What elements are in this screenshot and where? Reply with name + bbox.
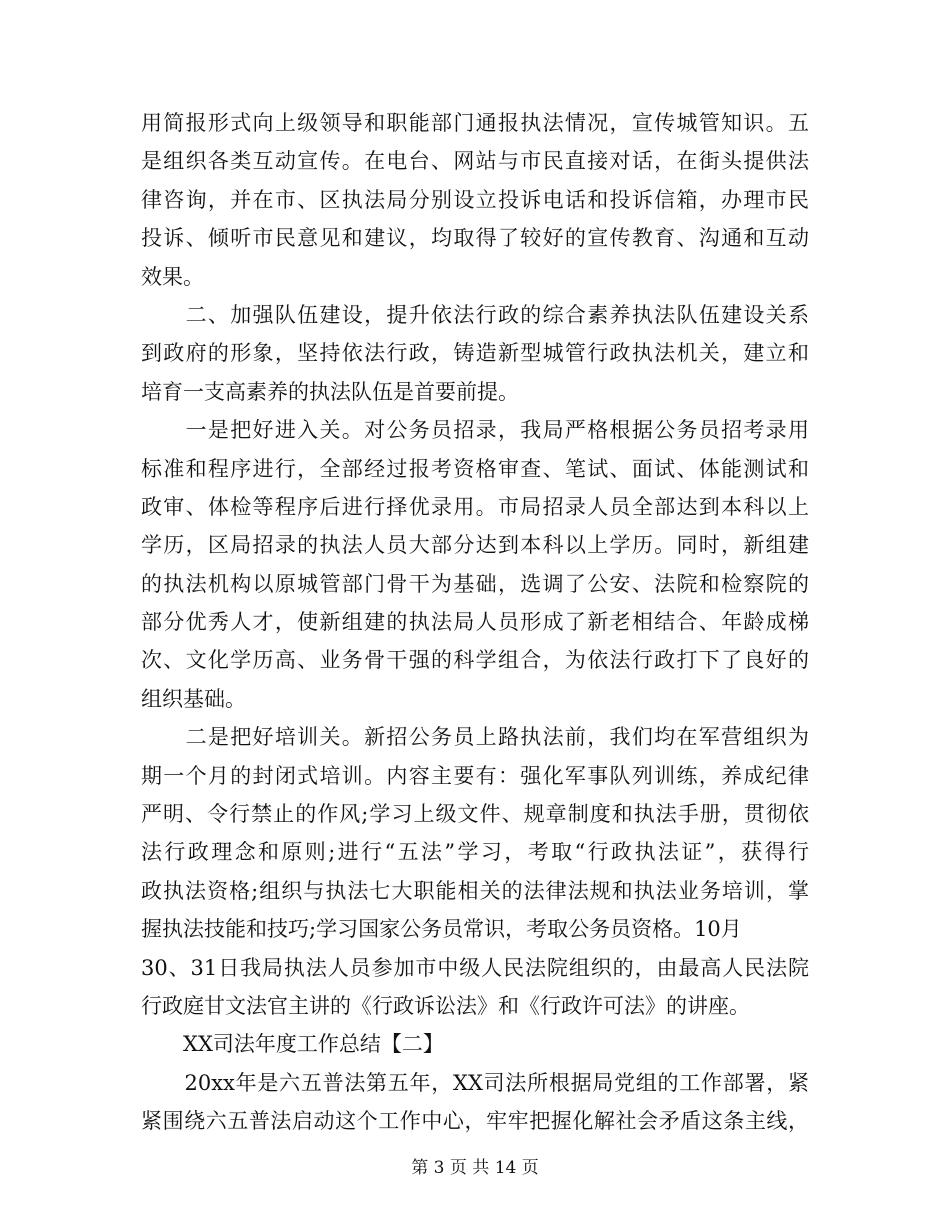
text-line: 培育一支高素养的执法队伍是首要前提。 bbox=[141, 379, 519, 404]
text-line: 律咨询，并在市、区执法局分别设立投诉电话和投诉信箱，办理市民 bbox=[141, 187, 809, 212]
text-line: 部分优秀人才，使新组建的执法局人员形成了新老相结合、年龄成梯 bbox=[141, 610, 809, 635]
text-line: 一是把好进入关。对公务员招录，我局严格根据公务员招考录用 bbox=[141, 418, 809, 443]
text-line: 法行政理念和原则;进行“五法”学习，考取“行政执法证”，获得行 bbox=[141, 840, 809, 865]
text-line: 政审、体检等程序后进行择优录用。市局招录人员全部达到本科以上 bbox=[141, 494, 809, 519]
text-line: 的执法机构以原城管部门骨干为基础，选调了公安、法院和检察院的 bbox=[141, 571, 809, 596]
text-line: 标准和程序进行，全部经过报考资格审查、笔试、面试、体能测试和 bbox=[141, 456, 809, 481]
text-line: 严明、令行禁止的作风;学习上级文件、规章制度和执法手册，贯彻依 bbox=[141, 802, 809, 827]
text-line: 20xx年是六五普法第五年，XX司法所根据局党组的工作部署，紧 bbox=[141, 1070, 809, 1095]
text-line: XX司法年度工作总结【二】 bbox=[141, 1032, 444, 1057]
text-line: 是组织各类互动宣传。在电台、网站与市民直接对话，在街头提供法 bbox=[141, 149, 809, 174]
text-line: 紧围绕六五普法启动这个工作中心，牢牢把握化解社会矛盾这条主线， bbox=[141, 1109, 809, 1134]
text-line: 握执法技能和技巧;学习国家公务员常识，考取公务员资格。10月 bbox=[141, 917, 742, 942]
text-line: 二是把好培训关。新招公务员上路执法前，我们均在军营组织为 bbox=[141, 725, 809, 750]
text-line: 次、文化学历高、业务骨干强的科学组合，为依法行政打下了良好的 bbox=[141, 648, 809, 673]
text-line: 组织基础。 bbox=[141, 686, 246, 711]
document-body bbox=[141, 104, 809, 1141]
text-line: 用简报形式向上级领导和职能部门通报执法情况，宣传城管知识。五 bbox=[141, 111, 809, 135]
text-line: 学历，区局招录的执法人员大部分达到本科以上学历。同时，新组建 bbox=[141, 533, 809, 558]
text-line: 效果。 bbox=[141, 264, 204, 289]
text-line: 政执法资格;组织与执法七大职能相关的法律法规和执法业务培训，掌 bbox=[141, 878, 809, 903]
text-line: 投诉、倾听市民意见和建议，均取得了较好的宣传教育、沟通和互动 bbox=[141, 226, 809, 251]
text-line: 期一个月的封闭式培训。内容主要有：强化军事队列训练，养成纪律 bbox=[141, 763, 809, 788]
text-line: 30、31日我局执法人员参加市中级人民法院组织的，由最高人民法院 bbox=[141, 955, 809, 980]
text-line: 二、加强队伍建设，提升依法行政的综合素养执法队伍建设关系 bbox=[141, 302, 809, 327]
text-line: 行政庭甘文法官主讲的《行政诉讼法》和《行政许可法》的讲座。 bbox=[141, 993, 750, 1018]
page-number-footer: 第 3 页 共 14 页 bbox=[411, 1158, 539, 1178]
text-line: 到政府的形象，坚持依法行政，铸造新型城管行政执法机关，建立和 bbox=[141, 341, 809, 366]
